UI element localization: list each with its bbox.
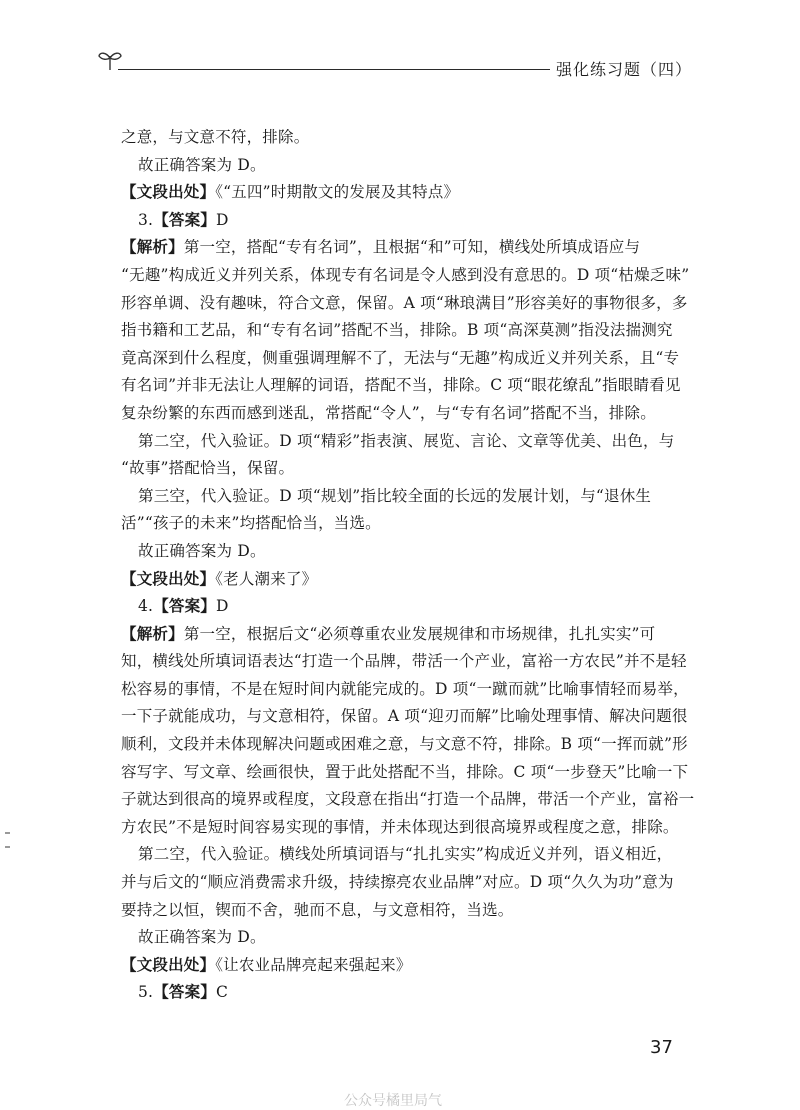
text-line <box>121 538 681 566</box>
text-line <box>121 262 690 290</box>
text-line <box>121 317 681 345</box>
text-line <box>121 897 681 925</box>
text-line <box>121 566 681 594</box>
text-line <box>121 372 681 400</box>
text-line <box>121 345 681 373</box>
line-text: 子就达到很高的境界或程度，文段意在指出“打造一个品牌，带活一个产业，富裕一 <box>121 790 695 809</box>
line-text: 《老人潮来了》 <box>215 569 318 588</box>
line-text: 故正确答案为 D。 <box>138 541 266 560</box>
label-tag: 【解析】 <box>121 238 184 257</box>
text-line <box>121 179 681 207</box>
line-text: 形容单调、没有趣味，符合文意，保留。A 项“琳琅满目”形容美好的事物很多，多 <box>121 293 688 312</box>
question-number: 5. <box>138 983 154 1002</box>
label-tag: 【文段出处】 <box>121 183 216 202</box>
line-text: 竟高深到什么程度，侧重强调理解不了，无法与“无趣”构成近义并列关系，且“专 <box>121 348 680 367</box>
line-text: D <box>216 210 229 229</box>
line-text: 《“五四”时期散文的发展及其特点》 <box>215 183 460 202</box>
line-text: 第一空，根据后文“必须尊重农业发展规律和市场规律，扎扎实实”可 <box>183 624 656 643</box>
text-line <box>121 152 681 180</box>
label-tag: 【答案】 <box>153 597 217 616</box>
line-text: 一下子就能成功，与文意相符，保留。A 项“迎刃而解”比喻处理事情、解决问题很 <box>121 707 688 726</box>
text-line <box>121 648 687 676</box>
label-tag: 【文段出处】 <box>121 569 216 588</box>
text-line <box>121 510 681 538</box>
line-text: 故正确答案为 D。 <box>138 155 266 174</box>
line-text: 《让农业品牌亮起来强起来》 <box>215 955 412 974</box>
margin-mark <box>5 832 10 834</box>
text-line <box>121 400 681 428</box>
line-text: 方农民”不是短时间容易实现的事情，并未体现达到很高境界或程度之意，排除。 <box>121 817 679 836</box>
label-tag: 【文段出处】 <box>121 955 216 974</box>
text-line <box>121 759 689 787</box>
header-rule <box>118 69 550 70</box>
text-line <box>121 786 695 814</box>
text-line <box>121 952 681 980</box>
watermark: 公众号橘里局气 <box>344 1093 442 1109</box>
line-text: 故正确答案为 D。 <box>138 928 266 947</box>
line-text: “无趣”构成近义并列关系，体现专有名词是令人感到没有意思的。D 项“枯燥乏味” <box>121 265 690 284</box>
line-text: 要持之以恒，锲而不舍，驰而不息，与文意相符，当选。 <box>121 900 514 919</box>
line-text: C <box>216 983 229 1002</box>
text-line <box>121 841 681 869</box>
text-line <box>121 869 681 897</box>
text-line <box>121 455 681 483</box>
line-text: 第一空，搭配“专有名词”，且根据“和”可知，横线处所填成语应与 <box>183 238 641 257</box>
label-tag: 【答案】 <box>153 210 217 229</box>
line-text: 并与后文的“顺应消费需求升级，持续擦亮农业品牌”对应。D 项“久久为功”意为 <box>121 873 674 892</box>
text-line <box>121 621 681 649</box>
line-text: 有名词”并非无法让人理解的词语，搭配不当，排除。C 项“眼花缭乱”指眼睛看见 <box>121 376 681 395</box>
page-number: 37 <box>650 1037 673 1058</box>
text-line <box>121 234 681 262</box>
text-line <box>121 593 681 621</box>
line-text: 复杂纷繁的东西而感到迷乱，常搭配“令人”，与“专有名词”搭配不当，排除。 <box>121 403 656 422</box>
question-number: 4. <box>138 597 154 616</box>
answer-explanation-body <box>121 124 695 1007</box>
text-line <box>121 676 689 704</box>
text-line <box>121 483 681 511</box>
line-text: 容写字、写文章、绘画很快，置于此处搭配不当，排除。C 项“一步登天”比喻一下 <box>121 762 689 781</box>
text-line <box>121 814 681 842</box>
margin-mark <box>5 846 10 848</box>
line-text: 第二空，代入验证。横线处所填词语与“扎扎实实”构成近义并列，语义相近， <box>138 845 673 864</box>
line-text: D <box>216 597 229 616</box>
text-line <box>121 703 688 731</box>
line-text: 第三空，代入验证。D 项“规划”指比较全面的长远的发展计划，与“退休生 <box>138 486 652 505</box>
line-text: 知，横线处所填词语表达“打造一个品牌，带活一个产业，富裕一方农民”并不是轻 <box>121 652 687 671</box>
text-line <box>121 428 681 456</box>
text-line <box>121 290 688 318</box>
line-text: 顺利，文段并未体现解决问题或困难之意，与文意不符，排除。B 项“一挥而就”形 <box>121 735 688 754</box>
line-text: 活”“孩子的未来”均搭配恰当，当选。 <box>121 514 381 533</box>
text-line <box>121 124 681 152</box>
question-number: 3. <box>138 210 154 229</box>
label-tag: 【解析】 <box>121 624 184 643</box>
text-line <box>121 207 681 235</box>
line-text: 之意，与文意不符，排除。 <box>121 128 310 146</box>
label-tag: 【答案】 <box>153 983 217 1002</box>
text-line <box>121 924 681 952</box>
line-text: “故事”搭配恰当，保留。 <box>121 459 295 478</box>
line-text: 指书籍和工艺品，和“专有名词”搭配不当，排除。B 项“高深莫测”指没法揣测究 <box>121 321 673 340</box>
text-line <box>121 979 681 1007</box>
text-line <box>121 731 688 759</box>
line-text: 第二空，代入验证。D 项“精彩”指表演、展览、言论、文章等优美、出色，与 <box>138 431 675 450</box>
section-title: 强化练习题（四） <box>556 60 693 79</box>
line-text: 松容易的事情，不是在短时间内就能完成的。D 项“一蹴而就”比喻事情轻而易举， <box>121 679 689 698</box>
